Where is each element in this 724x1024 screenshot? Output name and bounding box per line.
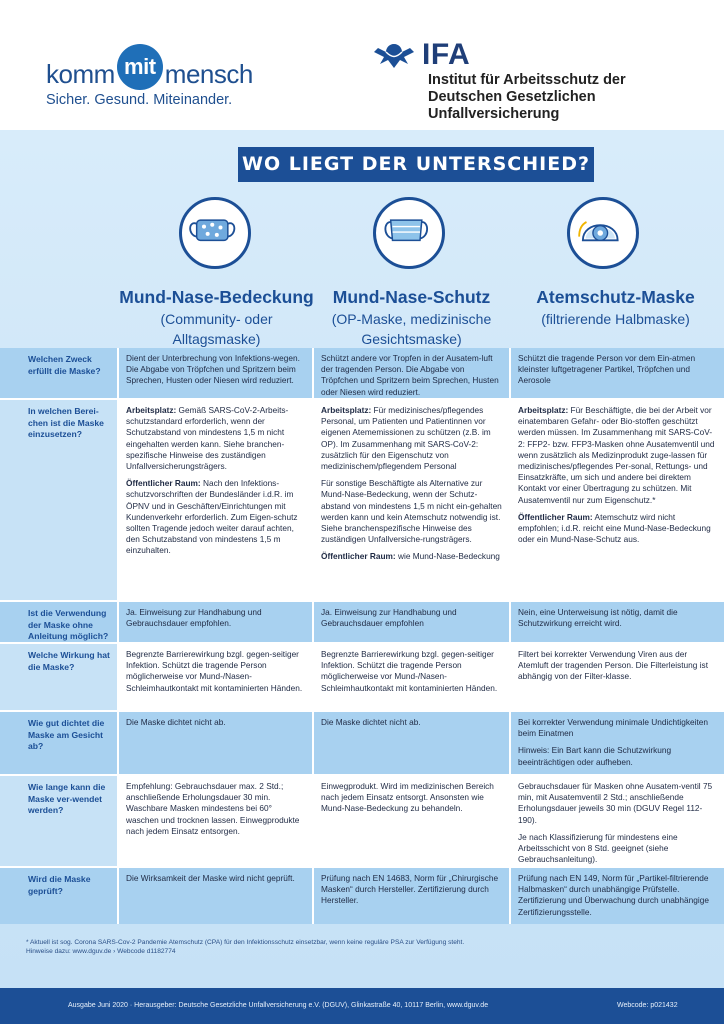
row-question: Welchen Zweck erfüllt die Maske? [0,348,117,398]
cell-atemschutz-maske: Schützt die tragende Person vor dem Ein-atmen kleinster luftgetragener Partikel, Tröpfchen und Aerosole [509,348,724,398]
cell-mund-nase-schutz: Begrenzte Barrierewirkung bzgl. gegen-seitiger Infektion. Schützt die tragende Person möglicherweise vor Mund-/Nasen-Schleimhautkontakt mit kontaminierten Händen. [312,644,509,710]
cell-mund-nase-bedeckung: Dient der Unterbrechung von Infektions-wegen. Die Abgabe von Tröpfchen und Spritzern beim Sprechen, Husten oder Niesen wird reduziert. [117,348,312,398]
cell-atemschutz-maske: Prüfung nach EN 149, Norm für „Partikel-filtrierende Halbmasken“ durch unabhängige Prüfstelle. Zertifizierung und Überwachung durch unabhängige Zertifizierungsstelle. [509,868,724,924]
column-2-subtitle-1: (OP-Maske, medizinische [331,311,492,327]
cell-mund-nase-schutz: Prüfung nach EN 14683, Norm für „Chirurgische Masken“ durch Hersteller. Zertifizierung durch Hersteller. [312,868,509,924]
ifa-logo [372,38,724,123]
table-row [0,398,724,600]
table-row [0,774,724,866]
cell-mund-nase-schutz: Arbeitsplatz: Für medizinisches/pflegendes Personal, um Patienten und Patientinnen vor eigenen Atememissionen zu schützen (z.B. im OP). Im Zusammenhang mit SARS-CoV-2: zusätzlich für den Eigenschutz von medizinischem/pflegendem Personal Für sonstige Beschäftigte als Alternative zur Mund-Nase-Bedeckung, wenn der Schutz-abstand von mindestens 1,5 m nicht ein-gehalten werden kann und kein Atemschutz notwendig ist. Siehe branchenspezifische Hinweise des zuständigen Unfallversiche-rungsträgers. Öffentlicher Raum: wie Mund-Nase-Bedeckung [312,400,509,600]
ifa-line-2: Deutschen Gesetzlichen Unfallversicherung [428,89,596,122]
column-1-title: Mund-Nase-Bedeckung [119,287,314,307]
column-heading-2 [312,287,511,348]
comparison-table [0,348,724,924]
surgical-mask-icon [373,197,445,269]
footnote-line-2: Hinweise dazu: www.dguv.de › Webcode d1182774 [26,948,176,955]
ifa-line-1: Institut für Arbeitsschutz der [428,72,626,88]
footnote-line-1: * Aktuell ist sog. Corona SARS-Cov-2 Pandemie Atemschutz (CPA) für den Infektionsschutz einsetzbar, wenn keine reguläre PSA zur Verfügung steht. [26,939,465,946]
cell-mund-nase-schutz: Schützt andere vor Tropfen in der Ausatem-luft der tragenden Person. Die Abgabe von Tröpfchen und Spritzern beim Sprechen, Husten oder Niesen wird reduziert. [312,348,509,398]
logo-tagline: Sicher. Gesund. Miteinander. [46,92,233,108]
page-footer [0,988,724,1024]
cell-mund-nase-bedeckung: Ja. Einweisung zur Handhabung und Gebrauchsdauer empfohlen. [117,602,312,642]
respirator-mask-icon [567,197,639,269]
cell-atemschutz-maske: Gebrauchsdauer für Masken ohne Ausatem-ventil 75 min, mit Ausatemventil 2 Std.; anschließende Erholungsdauer jeweils 30 min (DGUV Regel 112-190). Je nach Klassifizierung für mindestens eine Arbeitsschicht von 8 Std. geeignet (siehe Gebrauchsanleitung). [509,776,724,866]
row-question: In welchen Berei-chen ist die Maske einzusetzen? [0,400,117,600]
table-row [0,710,724,774]
column-heading-1 [117,287,316,348]
column-2-subtitle-2: Gesichtsmaske) [361,331,462,347]
cell-atemschutz-maske: Filtert bei korrekter Verwendung Viren aus der Atemluft der tragenden Person. Die Filterleistung ist abhängig von der Filter-klasse. [509,644,724,710]
logo-word-mensch: mensch [164,58,253,89]
column-3-title: Atemschutz-Maske [536,287,695,307]
row-question: Wird die Maske geprüft? [0,868,117,924]
column-heading-3 [507,287,724,328]
cell-atemschutz-maske: Arbeitsplatz: Für Beschäftigte, die bei der Arbeit vor einatembaren Gefahr- oder Bio-stoffen geschützt werden müssen. Im Zusammenhang mit SARS-CoV-2: FFP2- bzw. FFP3-Masken ohne Ausatemventil und wenn zusätzlich als Medizinprodukt zuge-lassen für medizinisches/pflegendes Per-sonal, Rettungs- und Einsatzkräfte, um sich und andere bei direktem Kontakt vor einer Übertragung zu schützen. Mit Ausatemventil nur zum Eigenschutz.* Öffentlicher Raum: Atemschutz wird nicht empfohlen; i.d.R. reicht eine Mund-Nase-Bedeckung oder ein Mund-Nase-Schutz aus. [509,400,724,600]
cloth-mask-icon [179,197,251,269]
eagle-icon [372,40,416,70]
cell-mund-nase-bedeckung: Begrenzte Barrierewirkung bzgl. gegen-seitiger Infektion. Schützt die tragende Person möglicherweise vor Mund-/Nasen-Schleimhautkontakt mit kontaminierten Händen. [117,644,312,710]
footer-webcode: Webcode: p021432 [617,1002,678,1009]
row-question: Wie lange kann die Maske ver-wendet werden? [0,776,117,866]
table-row [0,348,724,398]
column-2-title: Mund-Nase-Schutz [332,287,491,307]
cell-mund-nase-bedeckung: Die Wirksamkeit der Maske wird nicht geprüft. [117,868,312,924]
cell-mund-nase-bedeckung: Die Maske dichtet nicht ab. [117,712,312,774]
row-question: Ist die Verwendung der Maske ohne Anleitung möglich? [0,602,117,642]
footnote [26,938,464,956]
page-header [0,0,724,130]
table-row [0,866,724,924]
ifa-name: IFA [422,38,471,71]
column-1-subtitle-1: (Community- oder [160,311,273,327]
table-row [0,600,724,642]
table-row [0,642,724,710]
footer-publisher: Ausgabe Juni 2020 · Herausgeber: Deutsche Gesetzliche Unfallversicherung e.V. (DGUV), Glinkastraße 40, 10117 Berlin, www.dguv.de [68,1002,489,1009]
cell-mund-nase-schutz: Die Maske dichtet nicht ab. [312,712,509,774]
cell-mund-nase-schutz: Ja. Einweisung zur Handhabung und Gebrauchsdauer empfohlen [312,602,509,642]
column-3-subtitle-1: (filtrierende Halbmaske) [541,311,690,327]
row-question: Welche Wirkung hat die Maske? [0,644,117,710]
cell-mund-nase-bedeckung: Empfehlung: Gebrauchsdauer max. 2 Std.; anschließende Erholungsdauer 30 min. Waschbare Masken mindestens bei 60° waschen und trocknen lassen. Einwegprodukte nach jedem Einsatz entsorgen. [117,776,312,866]
column-1-subtitle-2: Alltagsmaske) [172,331,261,347]
cell-mund-nase-bedeckung: Arbeitsplatz: Gemäß SARS-CoV-2-Arbeits-schutzstandard erforderlich, wenn der Schutzabstand von mindestens 1,5 m nicht eingehalten werden kann. Siehe branchen-spezifische Hinweise des zuständigen Unfallversicherungsträgers. Öffentlicher Raum: Nach den Infektions-schutzvorschriften der Bundesländer i.d.R. im ÖPNV und in Geschäften/Einrichtungen mit Kundenverkehr erforderlich. Zum Eigen-schutz sollten Tragende jedoch weiter darauf achten, den Schutzabstand von mindestens 1,5 m einzuhalten. [117,400,312,600]
cell-atemschutz-maske: Nein, eine Unterweisung ist nötig, damit die Schutzwirkung erreicht wird. [509,602,724,642]
row-question: Wie gut dichtet die Maske am Gesicht ab? [0,712,117,774]
logo-word-mit: mit [117,44,163,90]
cell-mund-nase-schutz: Einwegprodukt. Wird im medizinischen Bereich nach jedem Einsatz entsorgt. Ansonsten wie Mund-Nase-Bedeckung zu behandeln. [312,776,509,866]
page-title: WO LIEGT DER UNTERSCHIED? [238,147,594,182]
logo-word-komm: komm [46,58,115,89]
kommmitmensch-logo [46,54,253,108]
cell-atemschutz-maske: Bei korrekter Verwendung minimale Undichtigkeiten beim Einatmen Hinweis: Ein Bart kann die Schutzwirkung beeinträchtigen oder aufheben. [509,712,724,774]
